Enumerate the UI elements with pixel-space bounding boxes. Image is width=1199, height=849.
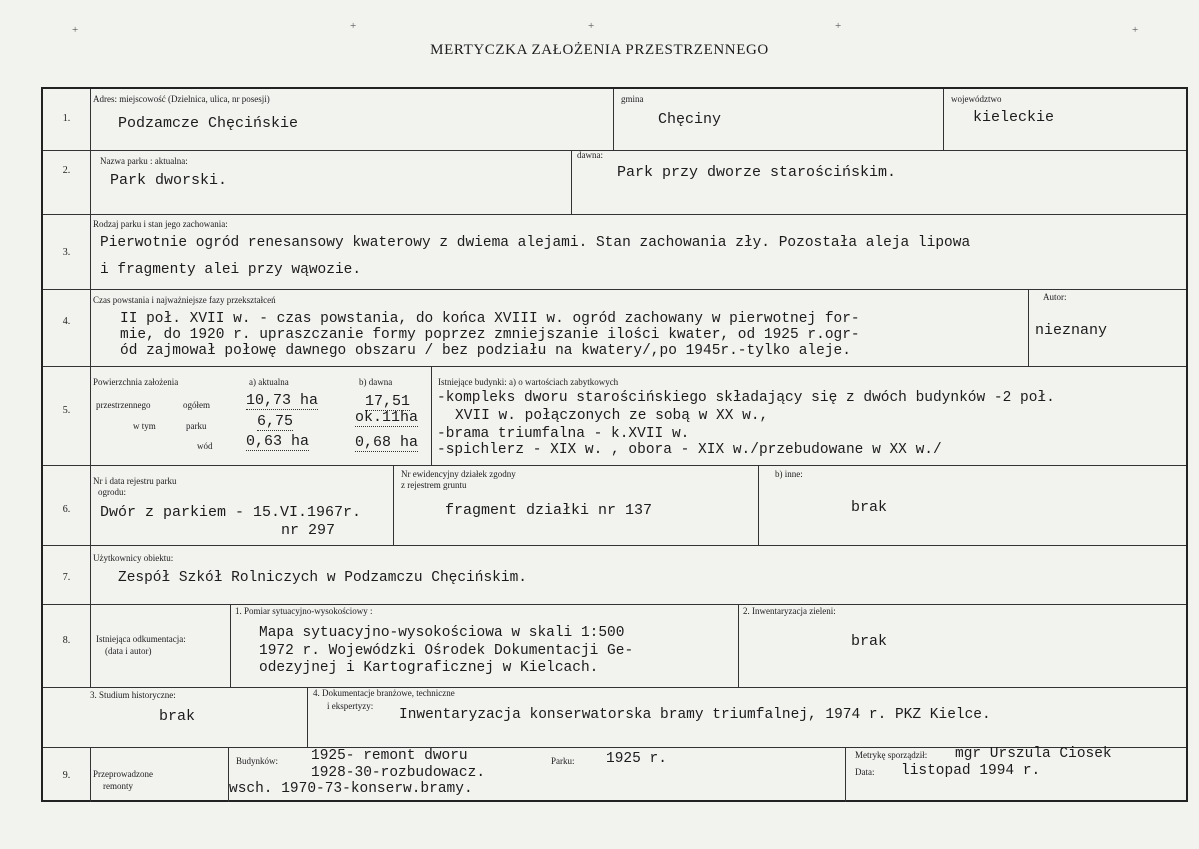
current-name-value: Park dworski.: [110, 172, 228, 189]
row-number: 5.: [62, 405, 71, 416]
prepared-by-label: Metrykę sporządził:: [855, 750, 928, 760]
row-area-buildings: [43, 367, 1186, 466]
prepared-by-value: mgr Urszula Ciosek: [955, 746, 1112, 762]
building-line: XVII w. połączonych ze sobą w XX w.,: [455, 408, 769, 424]
survey-label: 1. Pomiar sytuacyjno-wysokościowy :: [235, 606, 373, 616]
building-repair-line: 1928-30-rozbudowacz.: [311, 765, 486, 781]
registry-label: Nr i data rejestru parku: [93, 476, 177, 486]
row-number: 2.: [62, 165, 71, 176]
plots-label: z rejestrem gruntu: [401, 480, 467, 490]
registration-mark: +: [72, 24, 79, 36]
row-history-phases: [43, 290, 1186, 367]
history-phases-line: II poł. XVII w. - czas powstania, do końca XVIII w. ogród zachowany w pierwotnej for-: [120, 311, 860, 327]
history-study-label: 3. Studium historyczne:: [90, 690, 176, 700]
of-which-label: w tym: [133, 421, 156, 431]
green-inventory-value: brak: [851, 633, 888, 650]
other-label: b) inne:: [775, 469, 803, 479]
page-title: MERTYCZKA ZAŁOŻENIA PRZESTRZENNEGO: [430, 42, 769, 58]
former-total-area: 17,51: [365, 393, 411, 410]
park-repairs-value: 1925 r.: [606, 751, 667, 767]
metric-form: [41, 87, 1188, 802]
author-value: nieznany: [1035, 322, 1108, 339]
registry-number: nr 297: [281, 522, 336, 539]
buildings-label: Istniejące budynki: a) o wartościach zabytkowych: [438, 377, 619, 387]
address-value: Podzamcze Chęcińskie: [118, 115, 299, 132]
history-phases-label: Czas powstania i najważniejsze fazy przekształceń: [93, 295, 276, 305]
repairs-label: Przeprowadzone: [93, 769, 153, 779]
park-type-line: Pierwotnie ogród renesansowy kwaterowy z dwiema alejami. Stan zachowania zły. Pozostała aleja lipowa: [100, 235, 971, 251]
branch-docs-label: 4. Dokumentacje branżowe, techniczne: [313, 688, 455, 698]
former-park-area: ok.11ha: [355, 409, 419, 426]
park-type-line: i fragmenty alei przy wąwozie.: [100, 262, 362, 278]
green-inventory-label: 2. Inwentaryzacja zieleni:: [743, 606, 836, 616]
other-value: brak: [851, 499, 888, 516]
registration-mark: +: [835, 20, 842, 32]
building-repair-line: wsch. 1970-73-konserw.bramy.: [229, 781, 473, 797]
registration-mark: +: [588, 20, 595, 32]
building-line: -kompleks dworu starościńskiego składający się z dwóch budynków -2 poł.: [437, 390, 1055, 406]
registry-value: Dwór z parkiem - 15.VI.1967r.: [100, 504, 362, 521]
former-name-value: Park przy dworze starościńskim.: [617, 164, 897, 181]
current-name-label: Nazwa parku : aktualna:: [100, 156, 188, 166]
registration-mark: +: [350, 20, 357, 32]
park-repairs-label: Parku:: [551, 756, 575, 766]
row-address: [43, 89, 1186, 151]
documentation-label: Istniejąca odkumentacja:: [96, 634, 186, 644]
date-label: Data:: [855, 767, 875, 777]
park-type-label: Rodzaj parku i stan jego zachowania:: [93, 219, 228, 229]
gmina-value: Chęciny: [658, 111, 722, 128]
row-registry: [43, 466, 1186, 546]
row-park-type: [43, 215, 1186, 290]
history-study-value: brak: [159, 708, 196, 725]
total-label: ogółem: [183, 400, 210, 410]
address-label: Adres: miejscowość (Dzielnica, ulica, nr posesji): [93, 94, 270, 104]
area-label: Powierzchnia założenia: [93, 377, 179, 387]
current-area-label: a) aktualna: [249, 377, 289, 387]
row-park-name: [43, 151, 1186, 215]
plots-label: Nr ewidencyjny działek zgodny: [401, 469, 516, 479]
current-total-area: 10,73 ha: [246, 392, 319, 409]
row-studies: [43, 688, 1186, 748]
building-line: -brama triumfalna - k.XVII w.: [437, 426, 690, 442]
row-documentation: [43, 605, 1186, 688]
row-number: 1.: [62, 113, 71, 124]
users-label: Użytkownicy obiektu:: [93, 553, 174, 563]
plots-value: fragment działki nr 137: [445, 502, 653, 519]
author-label: Autor:: [1043, 292, 1067, 302]
survey-line: odezyjnej i Kartograficznej w Kielcach.: [259, 660, 599, 676]
repairs-label: remonty: [103, 781, 133, 791]
registration-mark: +: [1132, 24, 1139, 36]
row-number: 9.: [62, 770, 71, 781]
wojewodztwo-label: województwo: [951, 94, 1002, 104]
water-area-label: wód: [197, 441, 213, 451]
buildings-repairs-label: Budynków:: [236, 756, 279, 766]
building-line: -spichlerz - XIX w. , obora - XIX w./przebudowane w XX w./: [437, 442, 942, 458]
branch-docs-label: i ekspertyzy:: [327, 701, 374, 711]
row-number: 4.: [62, 316, 71, 327]
survey-line: 1972 r. Wojewódzki Ośrodek Dokumentacji Ge-: [259, 643, 634, 659]
history-phases-line: mie, do 1920 r. upraszczanie formy poprzez zmniejszanie ilości kwater, od 1925 r.ogr-: [120, 327, 860, 343]
current-park-area: 6,75: [257, 413, 294, 430]
row-number: 7.: [62, 572, 71, 583]
former-water-area: 0,68 ha: [355, 434, 419, 451]
row-users: [43, 546, 1186, 605]
former-area-label: b) dawna: [359, 377, 393, 387]
gmina-label: gmina: [621, 94, 644, 104]
date-value: listopad 1994 r.: [901, 763, 1041, 779]
former-name-label: dawna:: [577, 150, 603, 160]
history-phases-line: ód zajmował połowę dawnego obszaru / bez podziału na kwatery/,po 1945r.-tylko aleje.: [120, 343, 851, 359]
row-number: 8.: [62, 635, 71, 646]
branch-docs-value: Inwentaryzacja konserwatorska bramy triumfalnej, 1974 r. PKZ Kielce.: [399, 707, 991, 723]
building-repair-line: 1925- remont dworu: [311, 748, 468, 764]
row-repairs: [43, 748, 1186, 802]
survey-line: Mapa sytuacyjno-wysokościowa w skali 1:500: [259, 625, 625, 641]
wojewodztwo-value: kieleckie: [973, 109, 1055, 126]
current-water-area: 0,63 ha: [246, 433, 310, 450]
users-value: Zespół Szkół Rolniczych w Podzamczu Chęcińskim.: [118, 570, 527, 586]
registry-label: ogrodu:: [98, 487, 126, 497]
park-area-label: parku: [186, 421, 207, 431]
row-number: 3.: [62, 247, 71, 258]
space-label: przestrzennego: [96, 400, 151, 410]
row-number: 6.: [62, 504, 71, 515]
documentation-label: (data i autor): [105, 646, 152, 656]
